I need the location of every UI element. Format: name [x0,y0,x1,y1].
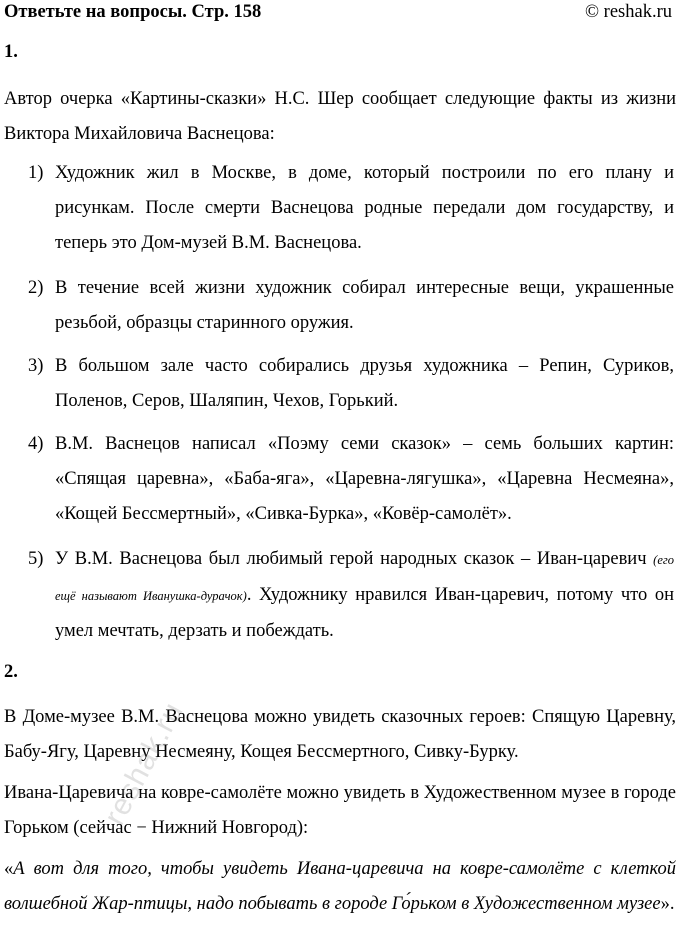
list-item-number: 2) [28,278,44,298]
list-item [28,156,674,261]
list-item-number: 3) [28,356,44,376]
list-item-text: В течение всей жизни художник собирал интересные вещи, украшенные резьбой, образцы старинного оружия. [55,278,674,333]
quote-close: ». [660,894,675,914]
list-item [28,427,674,532]
list-item [28,271,674,341]
list-item-text: В большом зале часто собирались друзья художника – Репин, Суриков, Поленов, Серов, Шаляпин, Чехов, Горький. [55,356,674,411]
list-item-note: (его ещё называют Иванушка-дурачок) [55,553,675,603]
copyright-label: © reshak.ru [585,2,672,22]
list-item-text-rest: . Художнику нравился Иван-царевич, потому что он умел мечтать, дерзать и побеждать. [55,585,675,641]
quote-text: А вот для того, чтобы увидеть Ивана-царевича на ковре-самолёте с клеткой волшебной Жар-птицы, надо побывать в городе Го́рьком в Художественном музее [4,859,676,914]
list-item-text: В.М. Васнецов написал «Поэму семи сказок» – семь больших картин: «Спящая царевна», «Баба-яга», «Царевна-лягушка», «Царевна Несмеяна», «Кощей Бессмертный», «Сивка-Бурка», «Ковёр-самолёт». [55,434,674,524]
quote-open: « [4,859,14,879]
section-2-number: 2. [4,662,18,682]
list-item [28,349,674,419]
list-item-number: 1) [28,163,44,183]
page-header [4,0,672,26]
section-1-number: 1. [4,42,18,62]
watermark: reshak.ru [98,696,191,831]
list-item-text-main: У В.М. Васнецова был любимый герой народных сказок – Иван-царевич [55,549,647,569]
list-item [28,542,674,649]
section-1-intro: Автор очерка «Картины-сказки» Н.С. Шер сообщает следующие факты из жизни Виктора Михайловича Васнецова: [4,89,676,144]
section-2-paragraph-1: В Доме-музее В.М. Васнецова можно увидеть сказочных героев: Спящую Царевну, Бабу-Ягу, Царевну Несмеяну, Кощея Бессмертного, Сивку-Бурку. [4,707,676,762]
list-item-text: Художник жил в Москве, в доме, который построили по его плану и рисункам. После смерти Васнецова родные передали дом государству, и теперь это Дом-музей В.М. Васнецова. [55,163,674,253]
section-2-paragraph-2: Ивана-Царевича на ковре-самолёте можно увидеть в Художественном музее в городе Горьком (сейчас − Нижний Новгород): [4,783,676,838]
page-title: Ответьте на вопросы. Стр. 158 [4,2,262,22]
list-item-number: 4) [28,434,44,454]
list-item-text [55,542,674,649]
list-item-number: 5) [28,549,44,569]
section-2-quote [4,852,676,922]
